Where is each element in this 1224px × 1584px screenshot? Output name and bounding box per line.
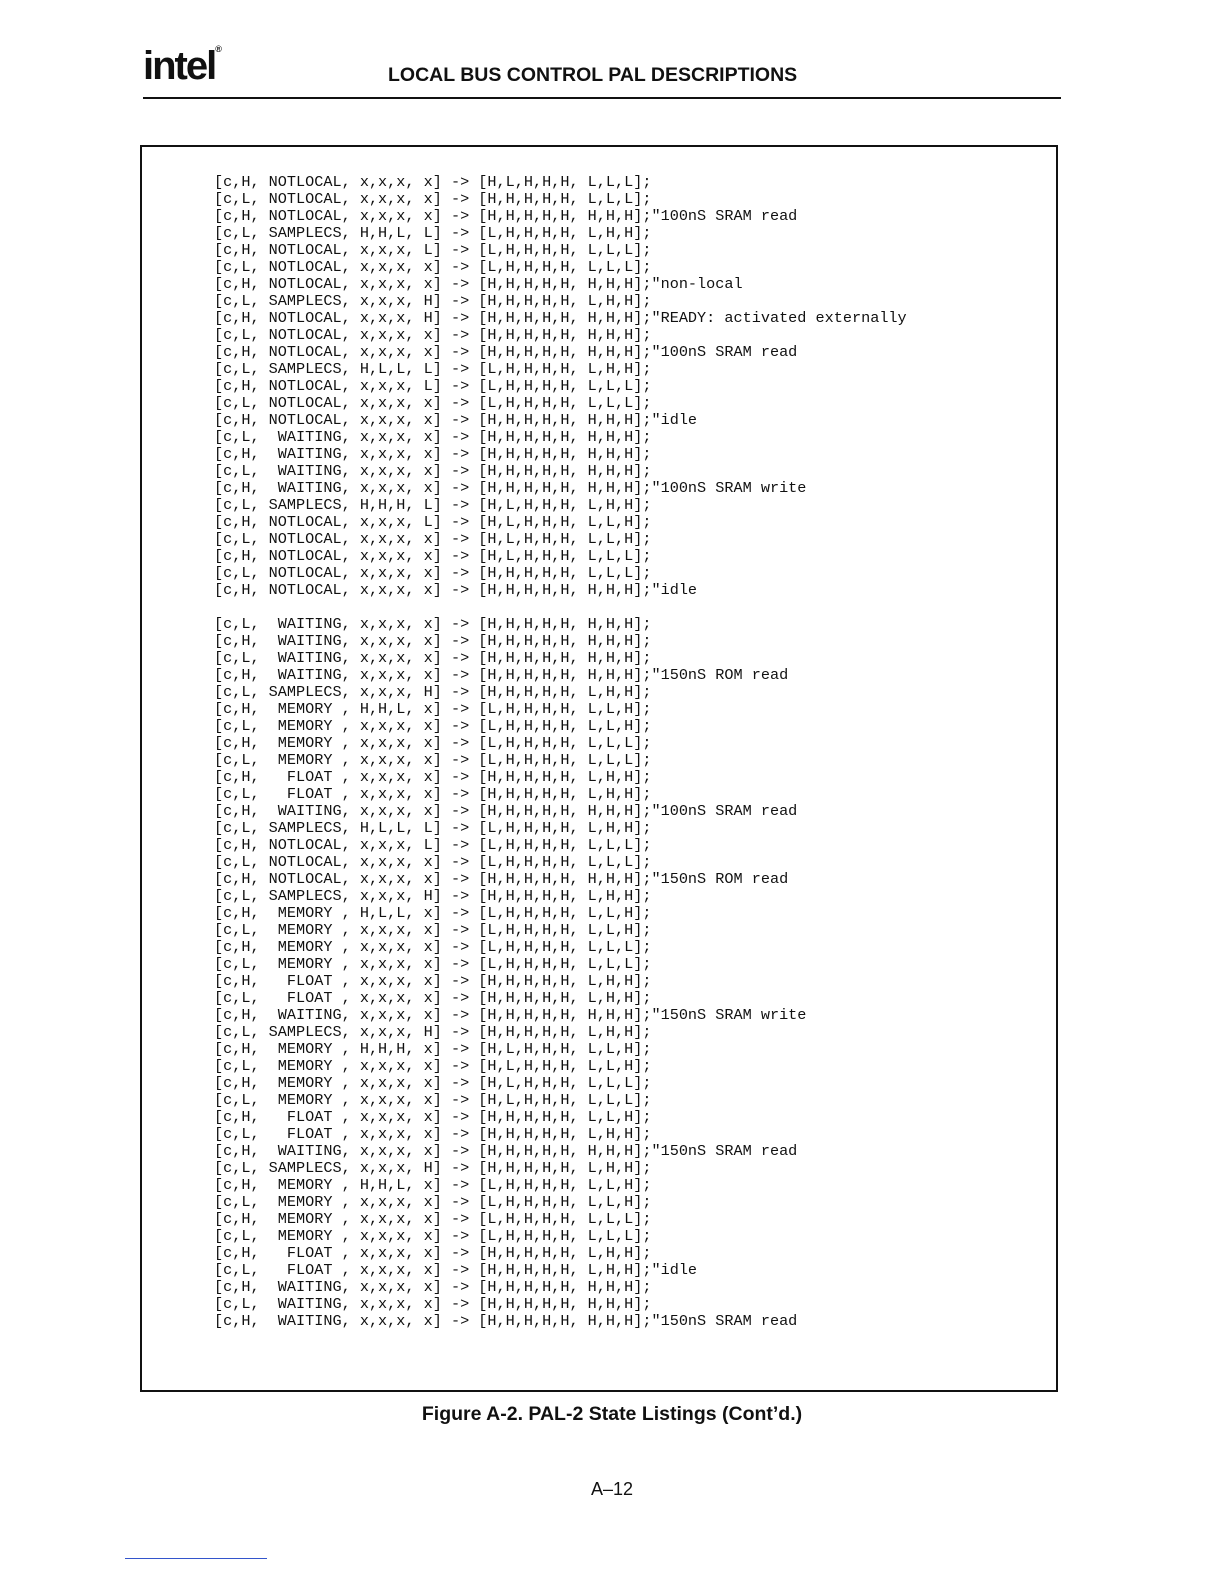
page-number: A–12 <box>590 1479 634 1499</box>
listing-line: [c,H, FLOAT , x,x,x, x] -> [H,H,H,H,H, L,L,H]; <box>214 1108 652 1126</box>
listing-line: [c,H, WAITING, x,x,x, x] -> [H,H,H,H,H, H,H,H];"150nS ROM read <box>214 666 789 684</box>
listing-line: [c,L, WAITING, x,x,x, x] -> [H,H,H,H,H, H,H,H]; <box>214 428 652 446</box>
listing-line: [c,L, MEMORY , x,x,x, x] -> [L,H,H,H,H, L,L,H]; <box>214 1193 652 1211</box>
listing-line: [c,L, MEMORY , x,x,x, x] -> [L,H,H,H,H, L,L,L]; <box>214 751 652 769</box>
listing-line: [c,H, MEMORY , x,x,x, x] -> [L,H,H,H,H, L,L,L]; <box>214 1210 652 1228</box>
listing-line: [c,L, MEMORY , x,x,x, x] -> [L,H,H,H,H, L,L,H]; <box>214 921 652 939</box>
listing-line: [c,L, SAMPLECS, H,L,L, L] -> [L,H,H,H,H, L,H,H]; <box>214 360 652 378</box>
listing-line: [c,H, NOTLOCAL, x,x,x, L] -> [L,H,H,H,H, L,L,L]; <box>214 241 652 259</box>
listing-line: [c,H, MEMORY , H,L,L, x] -> [L,H,H,H,H, L,L,H]; <box>214 904 652 922</box>
listing-line: [c,L, FLOAT , x,x,x, x] -> [H,H,H,H,H, L,H,H]; <box>214 1125 652 1143</box>
listing-line: [c,H, MEMORY , H,H,H, x] -> [H,L,H,H,H, L,L,H]; <box>214 1040 652 1058</box>
listing-line: [c,H, WAITING, x,x,x, x] -> [H,H,H,H,H, H,H,H];"100nS SRAM write <box>214 479 807 497</box>
intel-logo <box>143 44 222 89</box>
footer-divider <box>125 1558 267 1559</box>
listing-line: [c,L, WAITING, x,x,x, x] -> [H,H,H,H,H, H,H,H]; <box>214 1295 652 1313</box>
listing-line: [c,L, SAMPLECS, x,x,x, H] -> [H,H,H,H,H, L,H,H]; <box>214 887 652 905</box>
listing-line: [c,H, WAITING, x,x,x, x] -> [H,H,H,H,H, H,H,H];"100nS SRAM read <box>214 802 798 820</box>
blank-line <box>214 599 907 616</box>
listing-line: [c,H, FLOAT , x,x,x, x] -> [H,H,H,H,H, L,H,H]; <box>214 1244 652 1262</box>
listing-line: [c,H, MEMORY , H,H,L, x] -> [L,H,H,H,H, L,L,H]; <box>214 1176 652 1194</box>
listing-line: [c,H, NOTLOCAL, x,x,x, x] -> [H,L,H,H,H, L,L,L]; <box>214 547 652 565</box>
listing-line: [c,H, NOTLOCAL, x,x,x, H] -> [H,H,H,H,H, H,H,H];"READY: activated externally <box>214 309 907 327</box>
listing-line: [c,L, SAMPLECS, x,x,x, H] -> [H,H,H,H,H, L,H,H]; <box>214 683 652 701</box>
listing-line: [c,L, SAMPLECS, H,H,H, L] -> [H,L,H,H,H, L,H,H]; <box>214 496 652 514</box>
listing-line: [c,H, MEMORY , x,x,x, x] -> [H,L,H,H,H, L,L,L]; <box>214 1074 652 1092</box>
listing-line: [c,L, MEMORY , x,x,x, x] -> [H,L,H,H,H, L,L,L]; <box>214 1091 652 1109</box>
listing-line: [c,L, NOTLOCAL, x,x,x, x] -> [L,H,H,H,H, L,L,L]; <box>214 394 652 412</box>
logo-text: intel <box>143 44 216 88</box>
listing-line: [c,L, NOTLOCAL, x,x,x, x] -> [H,H,H,H,H, L,L,L]; <box>214 564 652 582</box>
listing-line: [c,H, FLOAT , x,x,x, x] -> [H,H,H,H,H, L,H,H]; <box>214 972 652 990</box>
listing-line: [c,L, WAITING, x,x,x, x] -> [H,H,H,H,H, H,H,H]; <box>214 615 652 633</box>
listing-line: [c,L, NOTLOCAL, x,x,x, x] -> [L,H,H,H,H, L,L,L]; <box>214 258 652 276</box>
listing-line: [c,H, NOTLOCAL, x,x,x, x] -> [H,H,H,H,H, H,H,H];"100nS SRAM read <box>214 207 798 225</box>
state-listing <box>214 174 907 1330</box>
registered-mark: ® <box>215 44 222 54</box>
listing-line: [c,L, MEMORY , x,x,x, x] -> [L,H,H,H,H, L,L,L]; <box>214 1227 652 1245</box>
listing-line: [c,L, NOTLOCAL, x,x,x, x] -> [H,H,H,H,H, L,L,L]; <box>214 190 652 208</box>
listing-line: [c,L, WAITING, x,x,x, x] -> [H,H,H,H,H, H,H,H]; <box>214 649 652 667</box>
listing-line: [c,H, WAITING, x,x,x, x] -> [H,H,H,H,H, H,H,H]; <box>214 632 652 650</box>
listing-line: [c,H, WAITING, x,x,x, x] -> [H,H,H,H,H, H,H,H];"150nS SRAM read <box>214 1142 798 1160</box>
listing-line: [c,L, SAMPLECS, x,x,x, H] -> [H,H,H,H,H, L,H,H]; <box>214 1159 652 1177</box>
listing-line: [c,H, NOTLOCAL, x,x,x, L] -> [L,H,H,H,H, L,L,L]; <box>214 377 652 395</box>
listing-line: [c,L, MEMORY , x,x,x, x] -> [L,H,H,H,H, L,L,H]; <box>214 717 652 735</box>
listing-line: [c,L, SAMPLECS, H,H,L, L] -> [L,H,H,H,H, L,H,H]; <box>214 224 652 242</box>
listing-line: [c,H, WAITING, x,x,x, x] -> [H,H,H,H,H, H,H,H];"150nS SRAM read <box>214 1312 798 1330</box>
listing-line: [c,H, MEMORY , x,x,x, x] -> [L,H,H,H,H, L,L,L]; <box>214 938 652 956</box>
listing-line: [c,H, NOTLOCAL, x,x,x, x] -> [H,H,H,H,H, H,H,H];"idle <box>214 581 698 599</box>
listing-line: [c,H, WAITING, x,x,x, x] -> [H,H,H,H,H, H,H,H];"150nS SRAM write <box>214 1006 807 1024</box>
listing-line: [c,L, MEMORY , x,x,x, x] -> [H,L,H,H,H, L,L,H]; <box>214 1057 652 1075</box>
listing-line: [c,H, NOTLOCAL, x,x,x, L] -> [L,H,H,H,H, L,L,L]; <box>214 836 652 854</box>
header-divider <box>143 97 1061 99</box>
listing-line: [c,H, NOTLOCAL, x,x,x, x] -> [H,H,H,H,H, H,H,H];"150nS ROM read <box>214 870 789 888</box>
listing-line: [c,H, WAITING, x,x,x, x] -> [H,H,H,H,H, H,H,H]; <box>214 1278 652 1296</box>
listing-line: [c,H, FLOAT , x,x,x, x] -> [H,H,H,H,H, L,H,H]; <box>214 768 652 786</box>
listing-line: [c,L, NOTLOCAL, x,x,x, x] -> [L,H,H,H,H, L,L,L]; <box>214 853 652 871</box>
listing-line: [c,L, MEMORY , x,x,x, x] -> [L,H,H,H,H, L,L,L]; <box>214 955 652 973</box>
listing-line: [c,H, WAITING, x,x,x, x] -> [H,H,H,H,H, H,H,H]; <box>214 445 652 463</box>
page-header-title: LOCAL BUS CONTROL PAL DESCRIPTIONS <box>388 64 798 86</box>
figure-caption: Figure A-2. PAL-2 State Listings (Cont’d.) <box>421 1403 803 1425</box>
listing-line: [c,H, NOTLOCAL, x,x,x, x] -> [H,H,H,H,H, H,H,H];"100nS SRAM read <box>214 343 798 361</box>
listing-line: [c,L, WAITING, x,x,x, x] -> [H,H,H,H,H, H,H,H]; <box>214 462 652 480</box>
listing-line: [c,L, SAMPLECS, H,L,L, L] -> [L,H,H,H,H, L,H,H]; <box>214 819 652 837</box>
listing-line: [c,L, NOTLOCAL, x,x,x, x] -> [H,L,H,H,H, L,L,H]; <box>214 530 652 548</box>
listing-line: [c,L, SAMPLECS, x,x,x, H] -> [H,H,H,H,H, L,H,H]; <box>214 1023 652 1041</box>
listing-line: [c,H, NOTLOCAL, x,x,x, L] -> [H,L,H,H,H, L,L,H]; <box>214 513 652 531</box>
listing-line: [c,H, MEMORY , x,x,x, x] -> [L,H,H,H,H, L,L,L]; <box>214 734 652 752</box>
listing-line: [c,L, FLOAT , x,x,x, x] -> [H,H,H,H,H, L,H,H]; <box>214 785 652 803</box>
listing-line: [c,L, NOTLOCAL, x,x,x, x] -> [H,H,H,H,H, H,H,H]; <box>214 326 652 344</box>
listing-line: [c,H, MEMORY , H,H,L, x] -> [L,H,H,H,H, L,L,H]; <box>214 700 652 718</box>
listing-line: [c,H, NOTLOCAL, x,x,x, x] -> [H,H,H,H,H, H,H,H];"idle <box>214 411 698 429</box>
listing-line: [c,H, NOTLOCAL, x,x,x, x] -> [H,H,H,H,H, H,H,H];"non-local <box>214 275 743 293</box>
listing-line: [c,L, SAMPLECS, x,x,x, H] -> [H,H,H,H,H, L,H,H]; <box>214 292 652 310</box>
listing-line: [c,L, FLOAT , x,x,x, x] -> [H,H,H,H,H, L,H,H]; <box>214 989 652 1007</box>
listing-line: [c,H, NOTLOCAL, x,x,x, x] -> [H,L,H,H,H, L,L,L]; <box>214 173 652 191</box>
listing-line: [c,L, FLOAT , x,x,x, x] -> [H,H,H,H,H, L,H,H];"idle <box>214 1261 698 1279</box>
